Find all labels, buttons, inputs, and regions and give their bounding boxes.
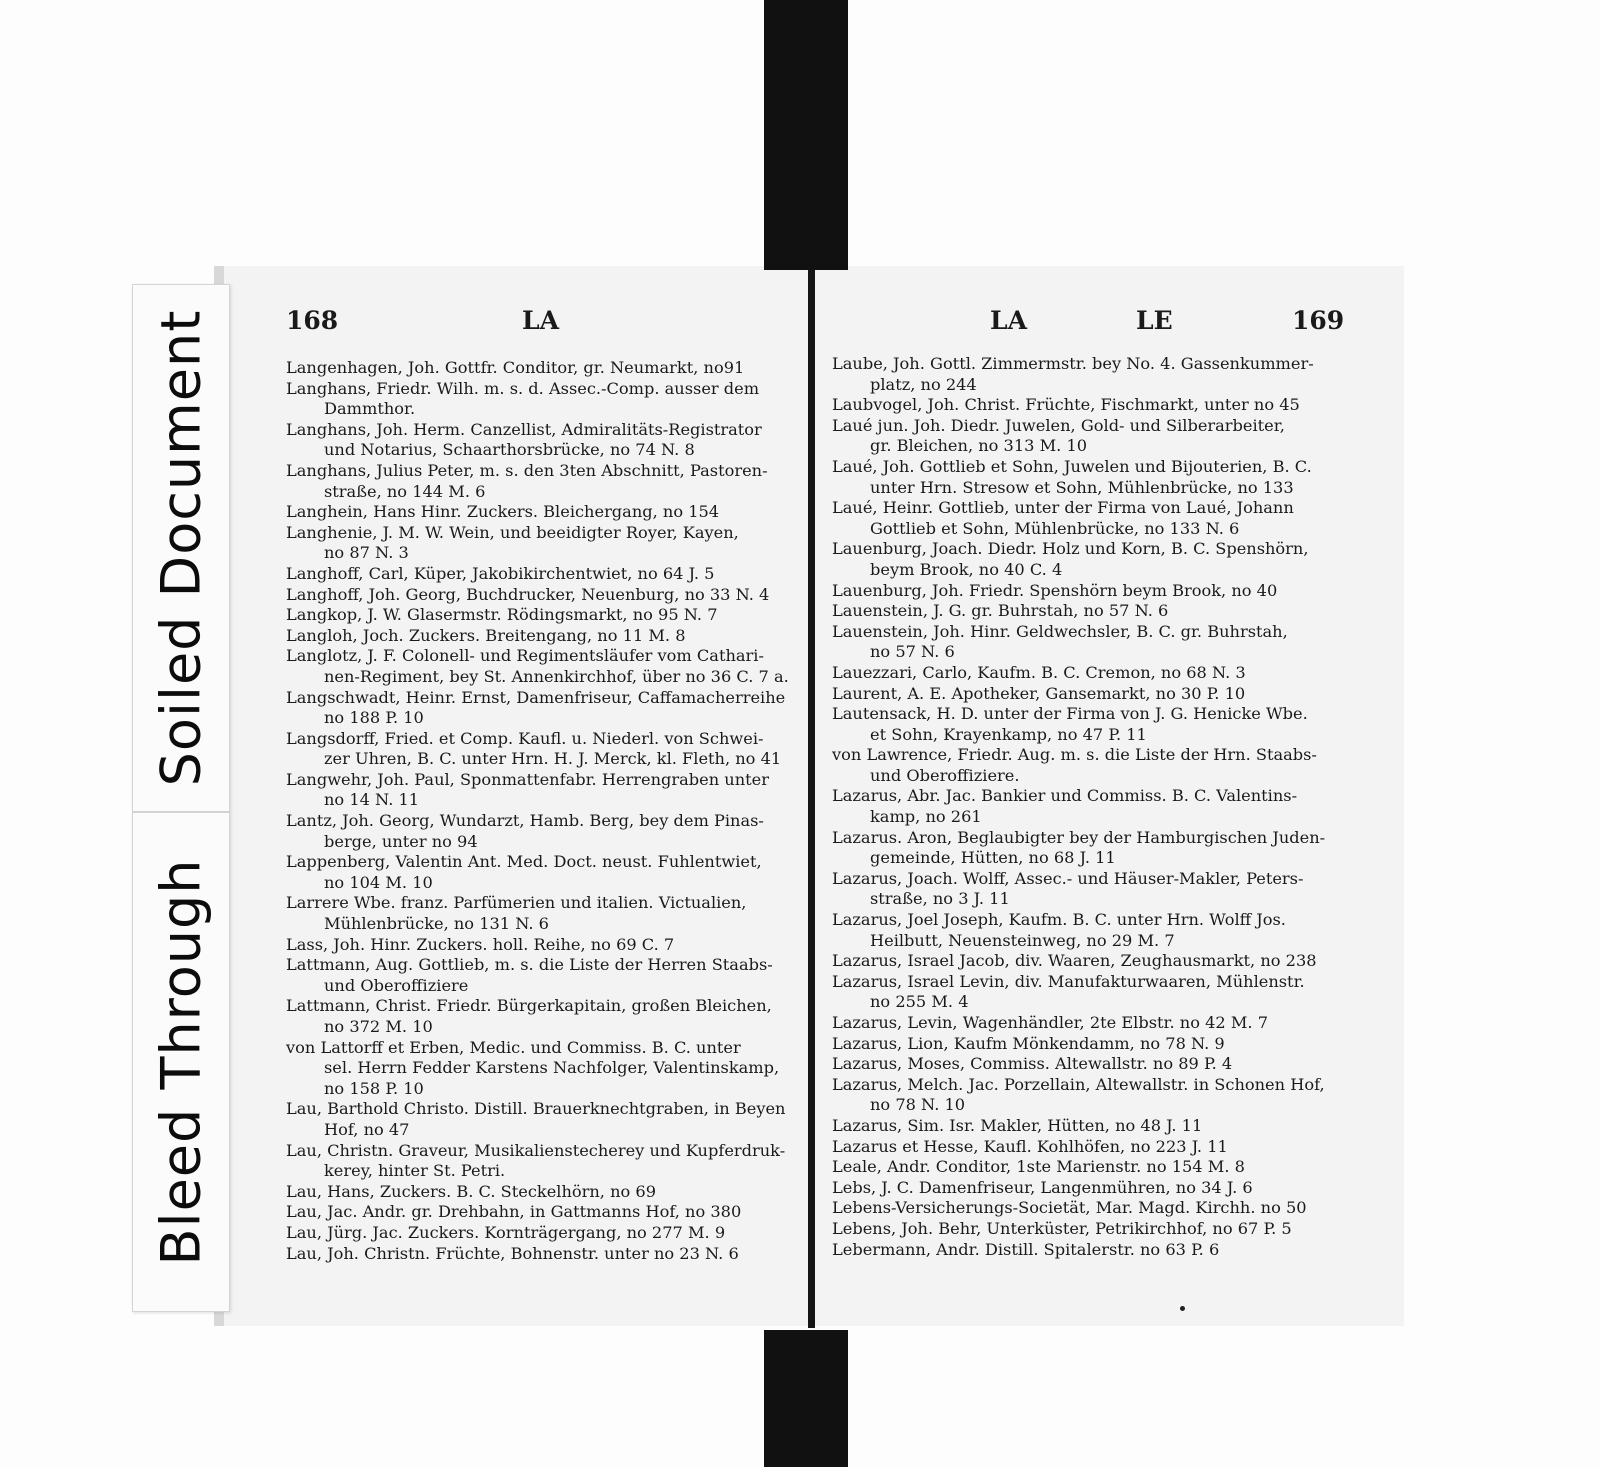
entry-line: Langhans, Friedr. Wilh. m. s. d. Assec.-Comp. ausser dem bbox=[286, 378, 760, 398]
entry-line: Lautensack, H. D. unter der Firma von J. G. Henicke Wbe. bbox=[832, 704, 1308, 724]
entry-line: Leale, Andr. Conditor, 1ste Marienstr. no 154 M. 8 bbox=[832, 1157, 1245, 1177]
entry-continuation-line: Dammthor. bbox=[324, 399, 416, 419]
entry-continuation-line: no 57 N. 6 bbox=[870, 642, 955, 662]
directory-entry bbox=[832, 354, 1346, 395]
directory-entry bbox=[286, 935, 786, 956]
directory-entry bbox=[286, 1038, 786, 1100]
guide-word-left: LA bbox=[990, 306, 1027, 335]
entry-line: Lauenstein, J. G. gr. Buhrstah, no 57 N. 6 bbox=[832, 601, 1169, 621]
entry-line: Lau, Jac. Andr. gr. Drehbahn, in Gattmanns Hof, no 380 bbox=[286, 1202, 742, 1222]
page-number: 169 bbox=[1292, 306, 1345, 335]
entry-continuation-line: berge, unter no 94 bbox=[324, 831, 478, 851]
left-page bbox=[286, 300, 789, 1263]
entry-continuation-line: unter Hrn. Stresow et Sohn, Mühlenbrücke, no 133 bbox=[870, 477, 1294, 497]
directory-entry bbox=[286, 852, 786, 893]
entry-line: von Lawrence, Friedr. Aug. m. s. die Liste der Hrn. Staabs- bbox=[832, 745, 1317, 765]
directory-entry bbox=[832, 684, 1346, 705]
directory-entry bbox=[832, 1137, 1346, 1158]
entry-line: Langhoff, Carl, Küper, Jakobikirchentwiet, no 64 J. 5 bbox=[286, 563, 715, 583]
entry-continuation-line: no 87 N. 3 bbox=[324, 543, 409, 563]
soiled-document-tag bbox=[132, 284, 230, 812]
entry-continuation-line: Heilbutt, Neuensteinweg, no 29 M. 7 bbox=[870, 930, 1175, 950]
entry-continuation-line: et Sohn, Krayenkamp, no 47 P. 11 bbox=[870, 724, 1147, 744]
directory-entry bbox=[286, 1182, 786, 1203]
directory-entry bbox=[286, 379, 786, 420]
left-entries bbox=[286, 358, 789, 1264]
bleed-through-label: Bleed Through bbox=[149, 858, 213, 1266]
entry-line: Laube, Joh. Gottl. Zimmermstr. bey No. 4. Gassenkummer- bbox=[832, 354, 1314, 373]
entry-line: Lau, Joh. Christn. Früchte, Bohnenstr. unter no 23 N. 6 bbox=[286, 1243, 739, 1263]
entry-continuation-line: straße, no 3 J. 11 bbox=[870, 889, 1010, 909]
directory-entry bbox=[286, 1141, 786, 1182]
directory-entry bbox=[286, 811, 786, 852]
entry-line: Larrere Wbe. franz. Parfümerien und italien. Victualien, bbox=[286, 893, 747, 913]
right-page-header bbox=[832, 300, 1346, 342]
entry-line: Langschwadt, Heinr. Ernst, Damenfriseur, Caffamacherreihe bbox=[286, 687, 786, 707]
entry-line: Langhenie, J. M. W. Wein, und beeidigter Royer, Kayen, bbox=[286, 522, 739, 542]
entry-line: Lazarus, Joach. Wolff, Assec.- und Häuser-Makler, Peters- bbox=[832, 868, 1304, 888]
directory-entry bbox=[286, 770, 786, 811]
entry-continuation-line: zer Uhren, B. C. unter Hrn. H. J. Merck, kl. Fleth, no 41 bbox=[324, 749, 782, 769]
directory-entry bbox=[286, 688, 786, 729]
entry-line: Lattmann, Christ. Friedr. Bürgerkapitain, großen Bleichen, bbox=[286, 996, 772, 1016]
entry-continuation-line: nen-Regiment, bey St. Annenkirchhof, über no 36 C. 7 a. bbox=[324, 666, 789, 686]
entry-line: Lazarus, Sim. Isr. Makler, Hütten, no 48 J. 11 bbox=[832, 1115, 1203, 1135]
directory-entry bbox=[832, 910, 1346, 951]
entry-line: Laubvogel, Joh. Christ. Früchte, Fischmarkt, unter no 45 bbox=[832, 395, 1300, 415]
directory-entry bbox=[832, 539, 1346, 580]
entry-line: Lazarus, Moses, Commiss. Altewallstr. no 89 P. 4 bbox=[832, 1054, 1233, 1074]
left-page-header bbox=[286, 300, 786, 342]
directory-entry bbox=[286, 605, 786, 626]
directory-entry bbox=[286, 955, 786, 996]
entry-continuation-line: no 255 M. 4 bbox=[870, 992, 969, 1012]
entry-continuation-line: no 104 M. 10 bbox=[324, 872, 433, 892]
directory-entry bbox=[832, 622, 1346, 663]
directory-entry bbox=[832, 1240, 1346, 1261]
directory-entry bbox=[832, 786, 1346, 827]
directory-entry bbox=[832, 601, 1346, 622]
entry-line: Langloh, Joch. Zuckers. Breitengang, no 11 M. 8 bbox=[286, 625, 686, 645]
entry-line: Langhans, Julius Peter, m. s. den 3ten Abschnitt, Pastoren- bbox=[286, 460, 768, 480]
directory-entry bbox=[286, 646, 789, 687]
directory-entry bbox=[832, 1075, 1346, 1116]
directory-entry bbox=[832, 581, 1346, 602]
directory-entry bbox=[286, 358, 786, 379]
right-page bbox=[832, 300, 1346, 1259]
directory-entry bbox=[286, 523, 786, 564]
entry-line: Lappenberg, Valentin Ant. Med. Doct. neust. Fuhlentwiet, bbox=[286, 852, 762, 872]
entry-continuation-line: gr. Bleichen, no 313 M. 10 bbox=[870, 436, 1088, 456]
entry-line: Langwehr, Joh. Paul, Sponmattenfabr. Herrengraben unter bbox=[286, 769, 769, 789]
entry-line: Lazarus, Israel Levin, div. Manufakturwaaren, Mühlenstr. bbox=[832, 971, 1305, 991]
directory-entry bbox=[832, 416, 1346, 457]
binding-clip-bottom bbox=[764, 1330, 848, 1467]
entry-line: Lass, Joh. Hinr. Zuckers. holl. Reihe, no 69 C. 7 bbox=[286, 934, 675, 954]
entry-line: Lau, Christn. Graveur, Musikalienstecherey und Kupferdruk- bbox=[286, 1140, 786, 1160]
directory-entry bbox=[832, 745, 1346, 786]
entry-continuation-line: kerey, hinter St. Petri. bbox=[324, 1161, 506, 1181]
directory-entry bbox=[286, 729, 786, 770]
entry-line: Lebens, Joh. Behr, Unterküster, Petrikirchhof, no 67 P. 5 bbox=[832, 1218, 1292, 1238]
entry-continuation-line: no 158 P. 10 bbox=[324, 1078, 424, 1098]
guide-word-right: LE bbox=[1136, 306, 1173, 335]
directory-entry bbox=[286, 1223, 786, 1244]
entry-line: Langsdorff, Fried. et Comp. Kaufl. u. Niederl. von Schwei- bbox=[286, 728, 764, 748]
entry-line: Laué, Joh. Gottlieb et Sohn, Juwelen und Bijouterien, B. C. bbox=[832, 456, 1312, 476]
directory-entry bbox=[832, 1116, 1346, 1137]
entry-continuation-line: Mühlenbrücke, no 131 N. 6 bbox=[324, 914, 549, 934]
entry-continuation-line: gemeinde, Hütten, no 68 J. 11 bbox=[870, 848, 1116, 868]
entry-line: Lattmann, Aug. Gottlieb, m. s. die Liste der Herren Staabs- bbox=[286, 955, 773, 975]
directory-entry bbox=[832, 704, 1346, 745]
directory-entry bbox=[286, 502, 786, 523]
entry-line: Lazarus, Joel Joseph, Kaufm. B. C. unter Hrn. Wolff Jos. bbox=[832, 910, 1286, 930]
book-spine bbox=[808, 270, 815, 1328]
entry-continuation-line: platz, no 244 bbox=[870, 374, 977, 394]
entry-line: Lazarus et Hesse, Kaufl. Kohlhöfen, no 223 J. 11 bbox=[832, 1136, 1228, 1156]
entry-line: Lebens-Versicherungs-Societät, Mar. Magd. Kirchh. no 50 bbox=[832, 1198, 1307, 1218]
entry-line: Lauenstein, Joh. Hinr. Geldwechsler, B. C. gr. Buhrstah, bbox=[832, 621, 1288, 641]
entry-continuation-line: sel. Herrn Fedder Karstens Nachfolger, Valentinskamp, bbox=[324, 1058, 780, 1078]
entry-line: Lauenburg, Joach. Diedr. Holz und Korn, B. C. Spenshörn, bbox=[832, 539, 1309, 559]
entry-continuation-line: und Oberoffiziere bbox=[324, 975, 469, 995]
entry-line: Lazarus, Abr. Jac. Bankier und Commiss. B. C. Valentins- bbox=[832, 786, 1298, 806]
guide-word: LA bbox=[522, 306, 559, 335]
directory-entry bbox=[832, 869, 1346, 910]
entry-line: Laurent, A. E. Apotheker, Gansemarkt, no 30 P. 10 bbox=[832, 683, 1246, 703]
directory-entry bbox=[832, 1178, 1346, 1199]
directory-entry bbox=[832, 663, 1346, 684]
entry-line: Lauenburg, Joh. Friedr. Spenshörn beym Brook, no 40 bbox=[832, 580, 1278, 600]
entry-continuation-line: no 188 P. 10 bbox=[324, 708, 424, 728]
directory-entry bbox=[832, 1219, 1346, 1240]
bleed-through-tag bbox=[132, 812, 230, 1312]
entry-continuation-line: no 372 M. 10 bbox=[324, 1017, 433, 1036]
entry-line: Langlotz, J. F. Colonell- und Regimentsläufer vom Cathari- bbox=[286, 646, 764, 666]
directory-entry bbox=[286, 564, 786, 585]
directory-entry bbox=[832, 395, 1346, 416]
directory-entry bbox=[832, 1054, 1346, 1075]
directory-entry bbox=[832, 951, 1346, 972]
directory-entry bbox=[832, 972, 1346, 1013]
directory-entry bbox=[286, 626, 786, 647]
entry-line: Lauezzari, Carlo, Kaufm. B. C. Cremon, no 68 N. 3 bbox=[832, 662, 1246, 682]
entry-line: Lazarus, Levin, Wagenhändler, 2te Elbstr. no 42 M. 7 bbox=[832, 1013, 1268, 1032]
directory-entry bbox=[832, 498, 1346, 539]
entry-continuation-line: und Oberoffiziere. bbox=[870, 765, 1020, 785]
directory-entry bbox=[286, 420, 786, 461]
directory-entry bbox=[286, 461, 786, 502]
directory-entry bbox=[286, 1099, 786, 1140]
entry-continuation-line: no 14 N. 11 bbox=[324, 790, 420, 810]
entry-continuation-line: straße, no 144 M. 6 bbox=[324, 481, 486, 501]
directory-entry bbox=[286, 585, 786, 606]
directory-entry bbox=[286, 996, 786, 1037]
entry-line: Langhoff, Joh. Georg, Buchdrucker, Neuenburg, no 33 N. 4 bbox=[286, 584, 770, 604]
entry-line: Lau, Barthold Christo. Distill. Brauerknechtgraben, in Beyen bbox=[286, 1099, 786, 1119]
entry-line: Lau, Jürg. Jac. Zuckers. Kornträgergang, no 277 M. 9 bbox=[286, 1222, 726, 1242]
entry-line: Langkop, J. W. Glasermstr. Rödingsmarkt, no 95 N. 7 bbox=[286, 605, 718, 625]
ink-speck bbox=[1180, 1306, 1185, 1311]
entry-line: Langhein, Hans Hinr. Zuckers. Bleichergang, no 154 bbox=[286, 502, 720, 522]
entry-line: Lebs, J. C. Damenfriseur, Langenmühren, no 34 J. 6 bbox=[832, 1177, 1253, 1197]
entry-line: Lazarus. Aron, Beglaubigter bey der Hamburgischen Juden- bbox=[832, 827, 1326, 847]
directory-entry bbox=[832, 457, 1346, 498]
directory-entry bbox=[286, 1202, 786, 1223]
soiled-document-label: Soiled Document bbox=[149, 309, 213, 787]
directory-entry bbox=[832, 1198, 1346, 1219]
page-number: 168 bbox=[286, 306, 339, 335]
entry-continuation-line: Hof, no 47 bbox=[324, 1119, 410, 1139]
entry-line: Lau, Hans, Zuckers. B. C. Steckelhörn, no 69 bbox=[286, 1181, 657, 1201]
entry-continuation-line: beym Brook, no 40 C. 4 bbox=[870, 559, 1063, 579]
entry-line: Lazarus, Melch. Jac. Porzellain, Altewallstr. in Schonen Hof, bbox=[832, 1074, 1325, 1094]
directory-entry bbox=[832, 1034, 1346, 1055]
entry-continuation-line: Gottlieb et Sohn, Mühlenbrücke, no 133 N. 6 bbox=[870, 518, 1240, 538]
entry-continuation-line: und Notarius, Schaarthorsbrücke, no 74 N. 8 bbox=[324, 440, 695, 460]
directory-entry bbox=[832, 1013, 1346, 1034]
directory-entry bbox=[286, 893, 786, 934]
directory-entry bbox=[832, 828, 1346, 869]
directory-entry bbox=[832, 1157, 1346, 1178]
entry-line: Lebermann, Andr. Distill. Spitalerstr. no 63 P. 6 bbox=[832, 1239, 1220, 1259]
right-entries bbox=[832, 354, 1346, 1260]
entry-line: Lazarus, Lion, Kaufm Mönkendamm, no 78 N. 9 bbox=[832, 1033, 1225, 1053]
entry-line: Lantz, Joh. Georg, Wundarzt, Hamb. Berg, bey dem Pinas- bbox=[286, 811, 764, 831]
entry-continuation-line: kamp, no 261 bbox=[870, 807, 982, 827]
entry-line: Langenhagen, Joh. Gottfr. Conditor, gr. Neumarkt, no91 bbox=[286, 358, 745, 377]
entry-line: Laué, Heinr. Gottlieb, unter der Firma von Laué, Johann bbox=[832, 498, 1294, 518]
directory-entry bbox=[286, 1244, 786, 1265]
entry-line: von Lattorff et Erben, Medic. und Commiss. B. C. unter bbox=[286, 1037, 741, 1057]
entry-line: Laué jun. Joh. Diedr. Juwelen, Gold- und Silberarbeiter, bbox=[832, 415, 1285, 435]
entry-line: Langhans, Joh. Herm. Canzellist, Admiralitäts-Registrator bbox=[286, 419, 762, 439]
entry-continuation-line: no 78 N. 10 bbox=[870, 1095, 966, 1115]
entry-line: Lazarus, Israel Jacob, div. Waaren, Zeughausmarkt, no 238 bbox=[832, 951, 1317, 971]
binding-clip-top bbox=[764, 0, 848, 270]
